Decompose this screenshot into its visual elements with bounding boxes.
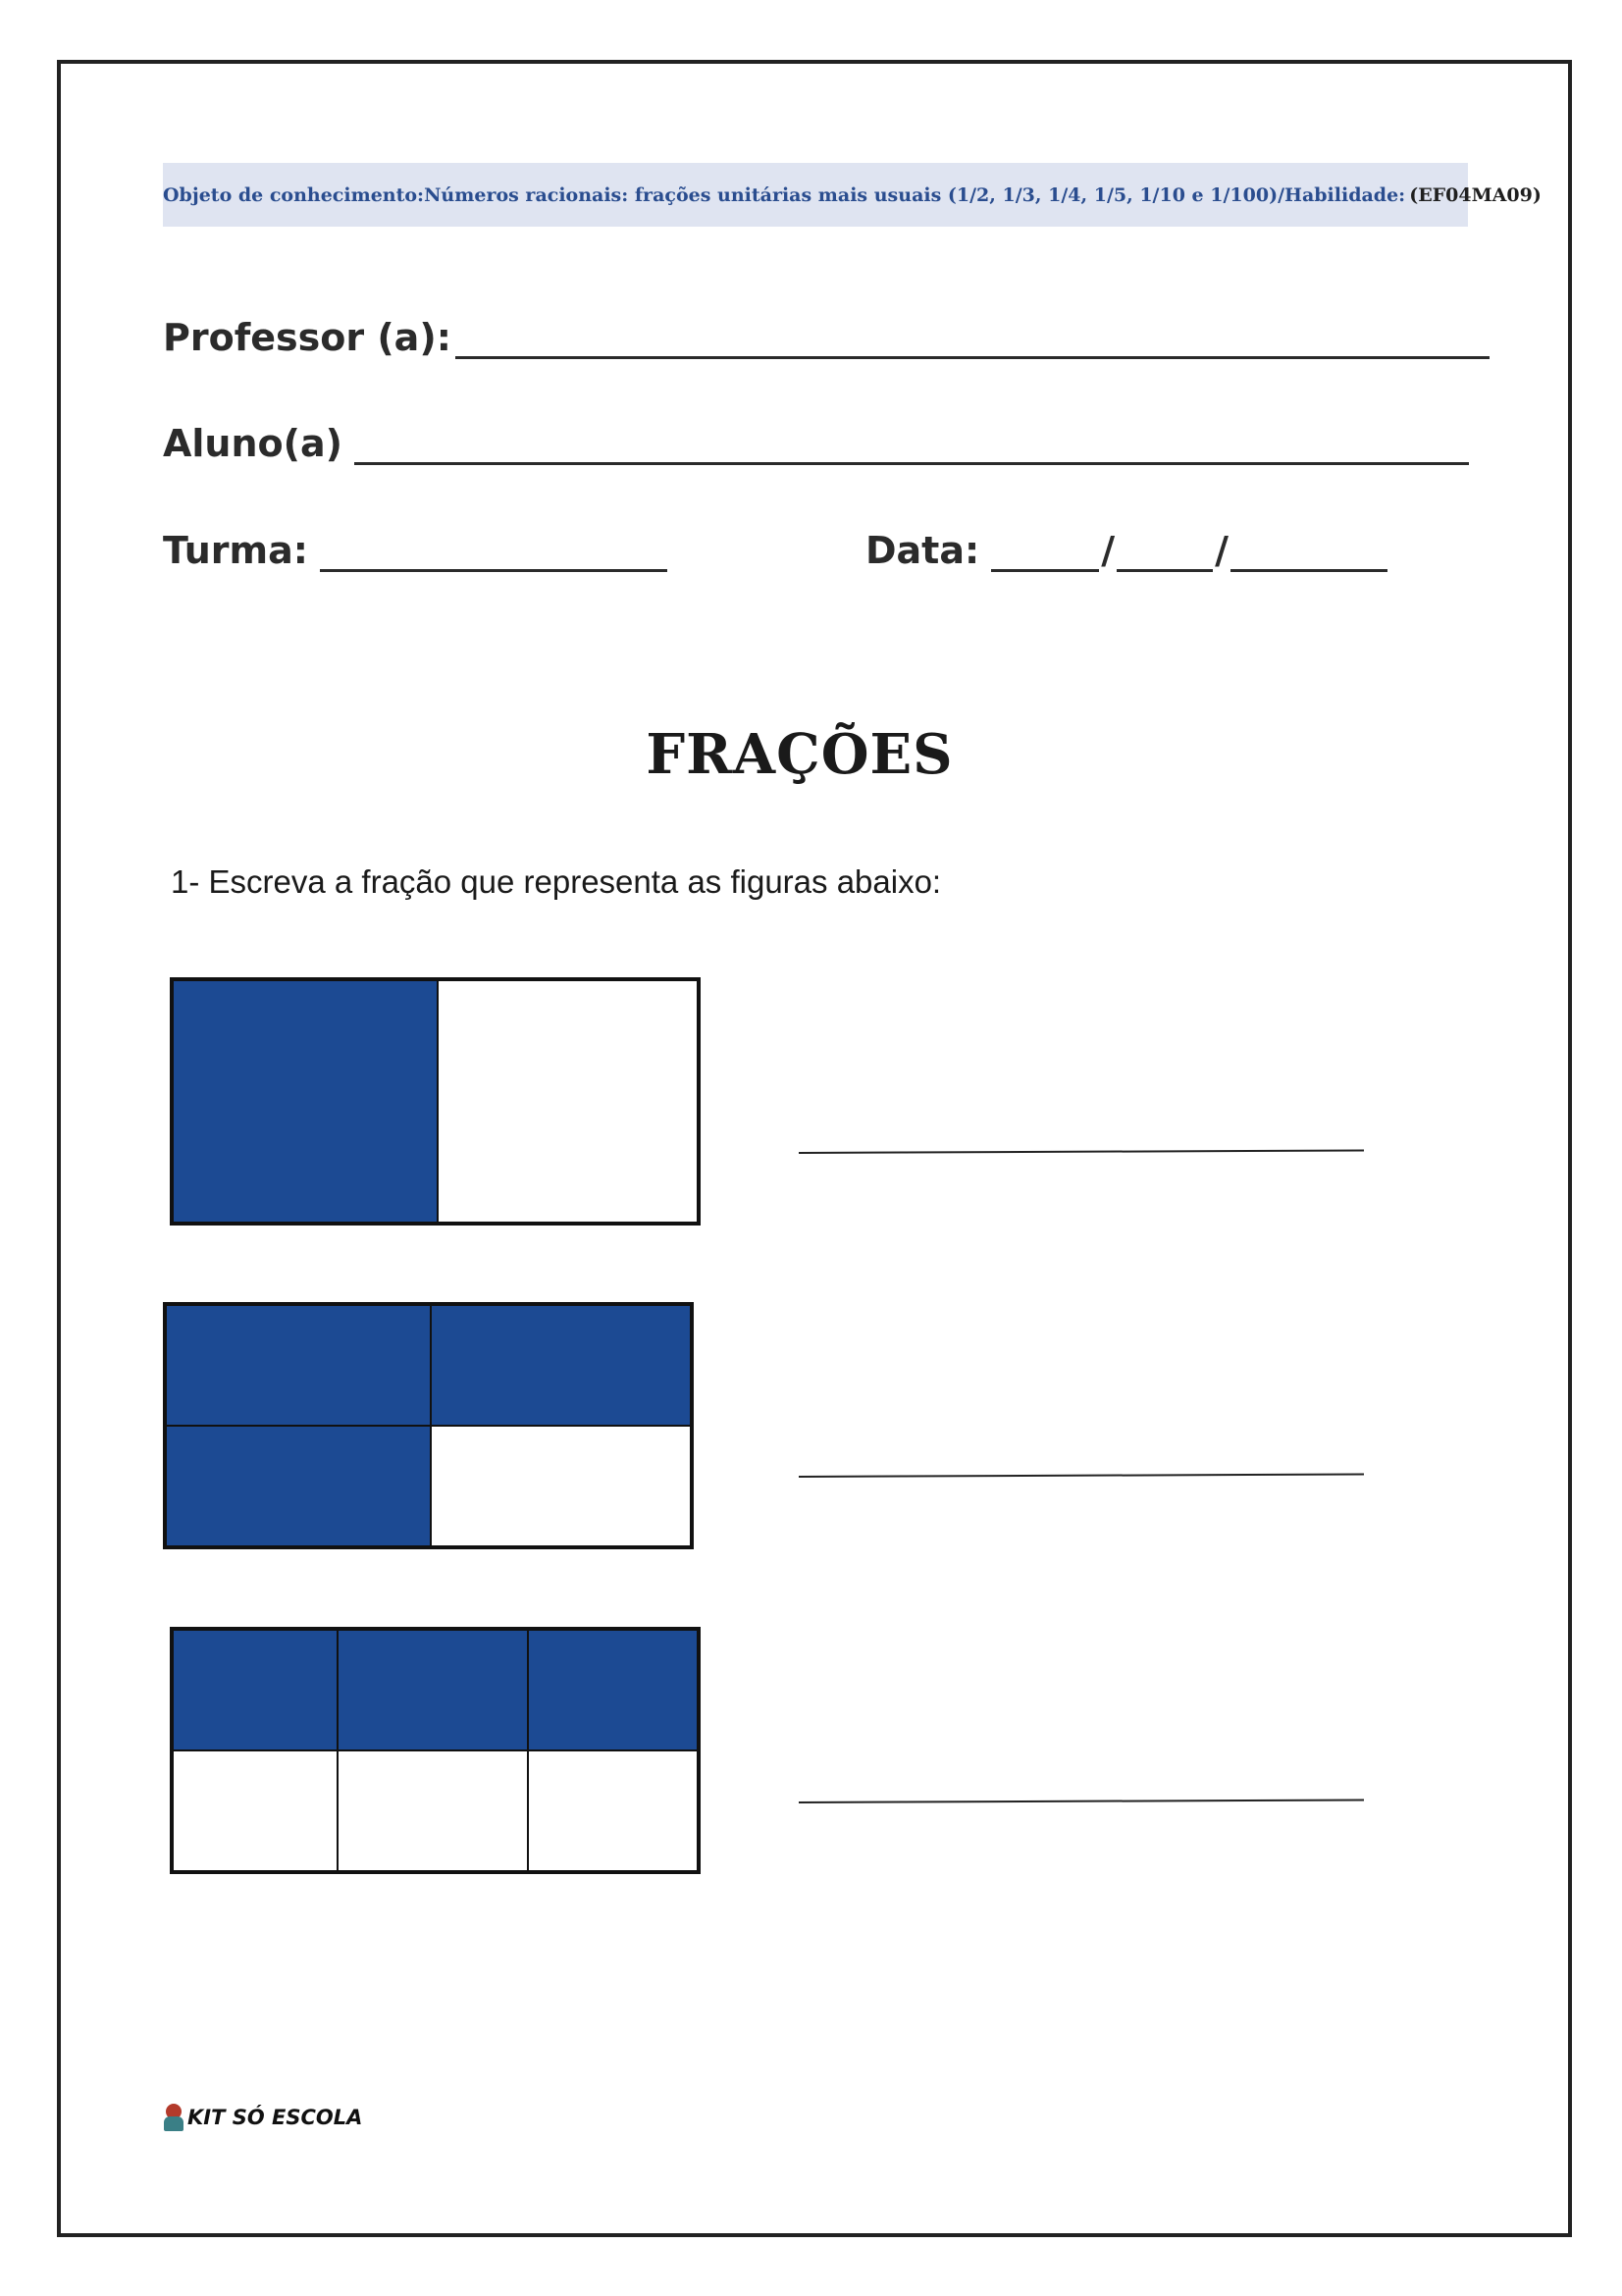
brand-name: KIT SÓ ESCOLA bbox=[187, 2106, 363, 2129]
figure-cell bbox=[338, 1750, 528, 1871]
professor-line[interactable] bbox=[455, 321, 1490, 359]
turma-label: Turma: bbox=[163, 529, 308, 572]
habilidade-code: (EF04MA09) bbox=[1409, 183, 1542, 206]
figure-cell bbox=[166, 1426, 431, 1546]
date-separator: / bbox=[1215, 529, 1229, 572]
data-field[interactable] bbox=[865, 529, 1387, 572]
figure-cell bbox=[438, 980, 698, 1223]
figure-cell bbox=[166, 1305, 431, 1426]
figure-cell bbox=[338, 1630, 528, 1750]
figure-cell bbox=[173, 980, 438, 1223]
turma-field[interactable] bbox=[163, 529, 667, 572]
professor-field[interactable] bbox=[163, 316, 1490, 359]
page-title: FRAÇÕES bbox=[646, 722, 954, 787]
aluno-label: Aluno(a) bbox=[163, 422, 343, 465]
footer-brand bbox=[163, 2104, 362, 2131]
date-day-line[interactable] bbox=[991, 534, 1099, 572]
fraction-figure-3 bbox=[170, 1627, 701, 1874]
date-month-line[interactable] bbox=[1117, 534, 1213, 572]
objeto-conhecimento-text: Objeto de conhecimento:Números racionais: frações unitárias mais usuais (1/2, 1/3, 1/4, 1/5, 1/10 e 1/100)/Habilidade: bbox=[163, 183, 1406, 206]
student-icon bbox=[163, 2104, 184, 2131]
professor-label: Professor (a): bbox=[163, 316, 451, 359]
header-band bbox=[163, 163, 1542, 227]
figure-cell bbox=[528, 1750, 698, 1871]
figure-cell bbox=[173, 1750, 338, 1871]
data-label: Data: bbox=[865, 529, 980, 572]
date-separator: / bbox=[1101, 529, 1116, 572]
aluno-field[interactable] bbox=[163, 422, 1469, 465]
question-1: 1- Escreva a fração que representa as figuras abaixo: bbox=[171, 863, 942, 900]
figure-cell bbox=[431, 1305, 691, 1426]
date-year-line[interactable] bbox=[1230, 534, 1387, 572]
turma-line[interactable] bbox=[320, 534, 667, 572]
fraction-figure-2 bbox=[163, 1302, 694, 1549]
fraction-figure-1 bbox=[170, 977, 701, 1226]
figure-cell bbox=[173, 1630, 338, 1750]
aluno-line[interactable] bbox=[354, 427, 1469, 465]
figure-cell bbox=[528, 1630, 698, 1750]
figure-cell bbox=[431, 1426, 691, 1546]
